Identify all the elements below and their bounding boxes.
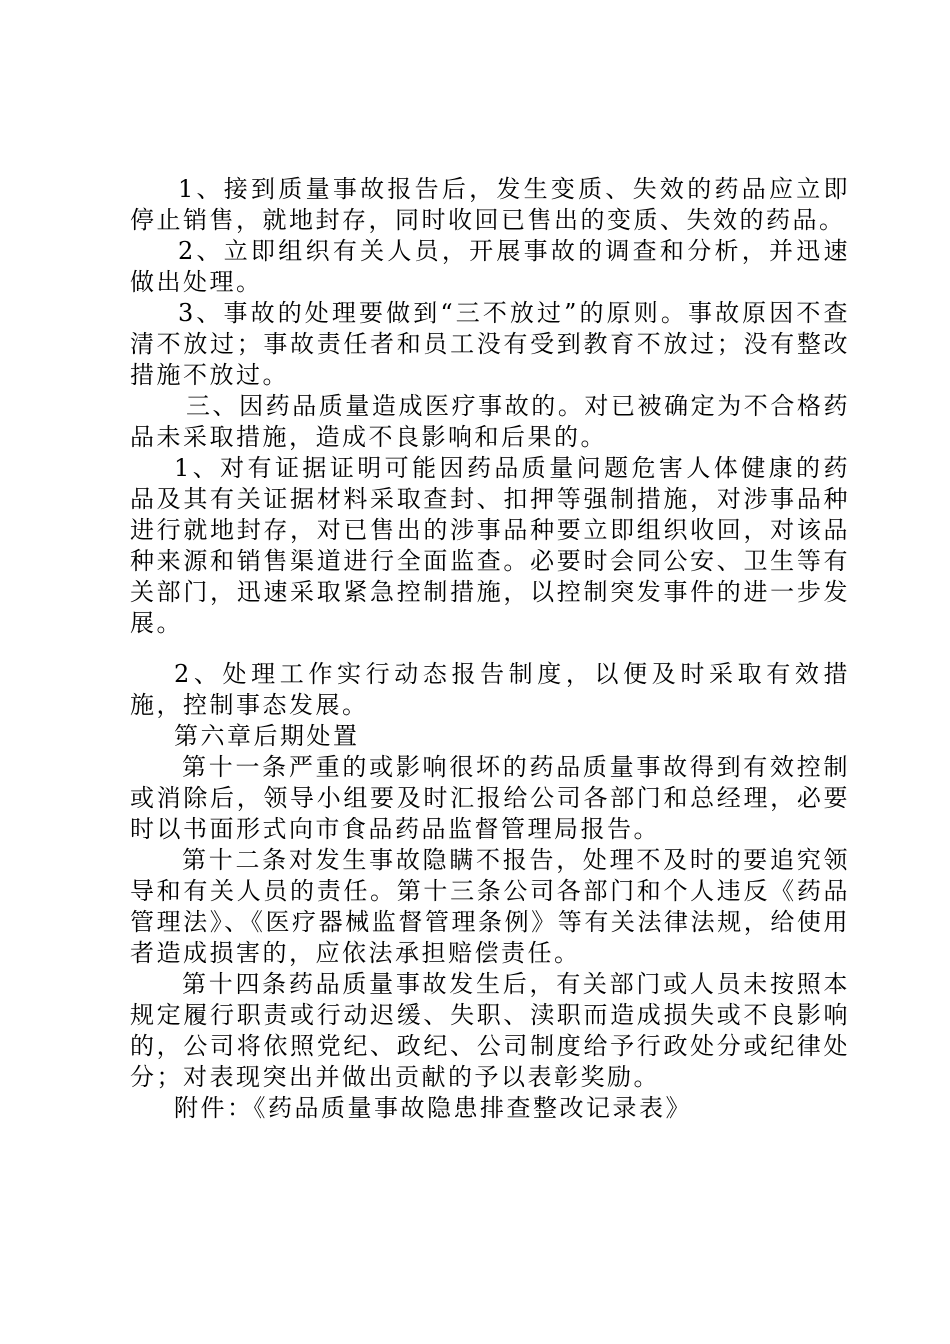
paragraph-three-not-let-go: 3、事故的处理要做到“三不放过”的原则。事故原因不查清不放过；事故责任者和员工没有受到教育不放过；没有整改措施不放过。 (130, 299, 850, 389)
article-fourteen: 第十四条药品质量事故发生后，有关部门或人员未按照本规定履行职责或行动迟缓、失职、渎职而造成损失或不良影响的，公司将依照党纪、政纪、公司制度给予行政处分或纪律处分；对表现突出并做出贡献的予以表彰奖励。 (130, 970, 850, 1091)
article-eleven: 第十一条严重的或影响很坏的药品质量事故得到有效控制或消除后，领导小组要及时汇报给公司各部门和总经理，必要时以书面形式向市食品药品监督管理局报告。 (130, 753, 850, 843)
paragraph-investigate: 2、立即组织有关人员，开展事故的调查和分析，并迅速做出处理。 (130, 237, 850, 296)
chapter-heading: 第六章后期处置 (174, 722, 360, 750)
document-body (130, 174, 850, 1124)
paragraph-medical-accident: 三、因药品质量造成医疗事故的。对已被确定为不合格药品未采取措施，造成不良影响和后果的。 (130, 392, 850, 451)
attachment-line: 附件：《药品质量事故隐患排查整改记录表》 (174, 1094, 692, 1122)
paragraph-dynamic-report: 2、处理工作实行动态报告制度，以便及时采取有效措施，控制事态发展。 (130, 660, 850, 719)
article-twelve-thirteen: 第十二条对发生事故隐瞒不报告，处理不及时的要追究领导和有关人员的责任。第十三条公司各部门和个人违反《药品管理法》、《医疗器械监督管理条例》等有关法律法规，给使用者造成损害的，应依法承担赔偿责任。 (130, 846, 850, 967)
paragraph-seal-measures: 1、对有证据证明可能因药品质量问题危害人体健康的药品及其有关证据材料采取查封、扣押等强制措施，对涉事品种进行就地封存，对已售出的涉事品种要立即组织收回，对该品种来源和销售渠道进行全面监查。必要时会同公安、卫生等有关部门，迅速采取紧急控制措施，以控制突发事件的进一步发展。 (130, 454, 850, 637)
paragraph-stop-sales: 1、接到质量事故报告后，发生变质、失效的药品应立即停止销售，就地封存，同时收回已售出的变质、失效的药品。 (130, 175, 850, 234)
